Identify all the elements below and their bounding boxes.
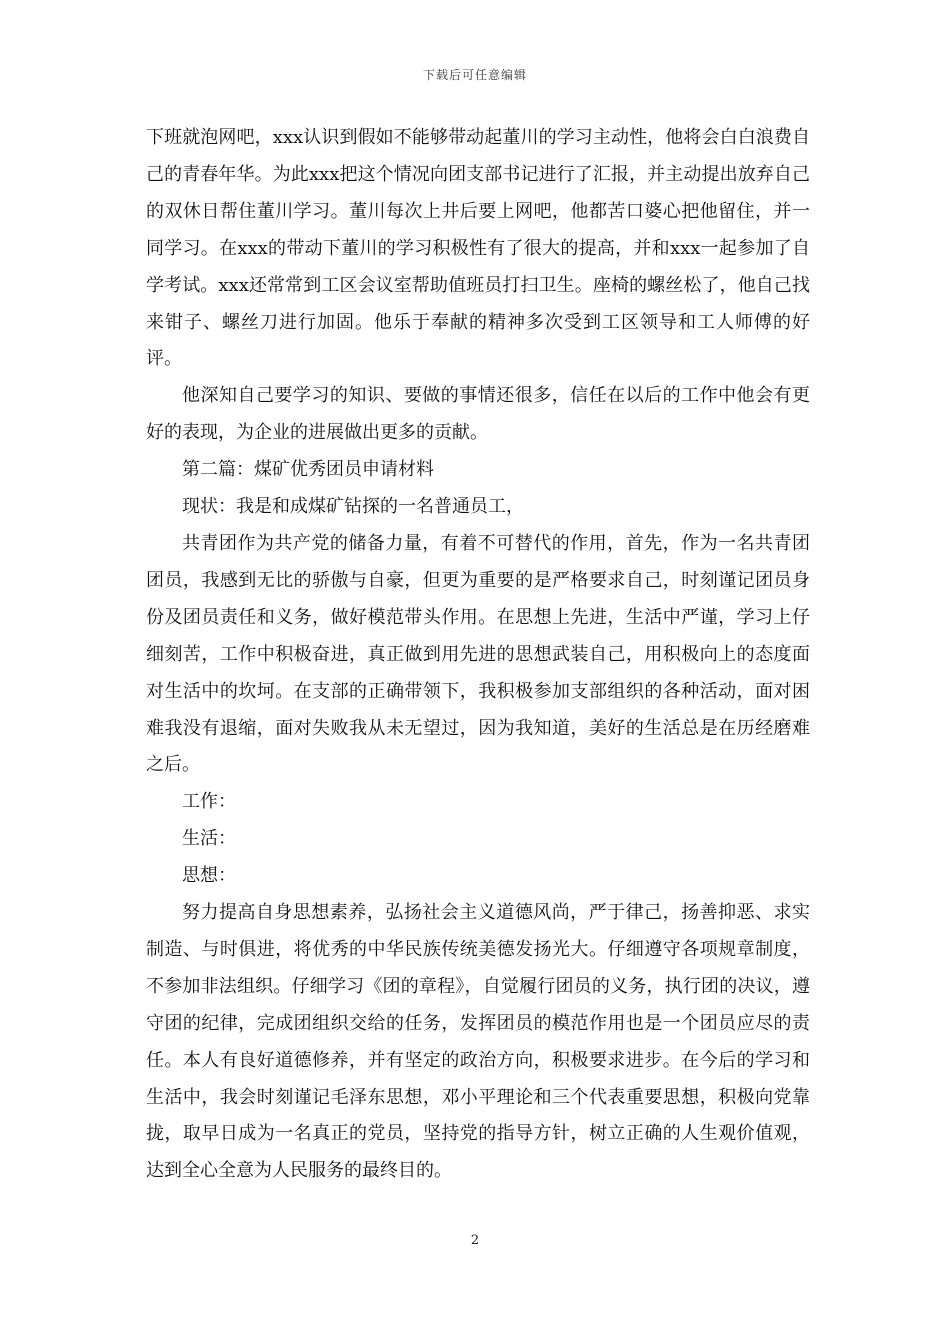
paragraph-status: 现状：我是和成煤矿钻探的一名普通员工， xyxy=(182,496,524,518)
label-life: 生活： xyxy=(182,828,236,850)
paragraph-continuation: 下班就泡网吧，xxx认识到假如不能够带动起董川的学习主动性，他将会白白浪费自己的青春年华。为此xxx把这个情况向团支部书记进行了汇报，并主动提出放弃自己的双休日帮住董川学习。董川每次上井后要上网吧，他都苦口婆心把他留住，并一同学习。在xxx的带动下董川的学习积极性有了很大的提高，并和xxx一起参加了自学考试。xxx还常常到工区会议室帮助值班员打扫卫生。座椅的螺丝松了，他自己找来钳子、螺丝刀进行加固。他乐于奉献的精神多次受到工区领导和工人师傅的好评。 xyxy=(146,127,810,370)
page-header: 下载后可任意编辑 xyxy=(422,68,527,82)
document-body xyxy=(146,120,810,1190)
label-thought: 思想： xyxy=(182,865,236,887)
label-work: 工作： xyxy=(182,791,236,813)
paragraph-league-intro: 共青团作为共产党的储备力量，有着不可替代的作用，首先，作为一名共青团团员，我感到无比的骄傲与自豪，但更为重要的是严格要求自己，时刻谨记团员身份及团员责任和义务，做好模范带头作用。在思想上先进，生活中严谨，学习上仔细刻苦，工作中积极奋进，真正做到用先进的思想武装自己，用积极向上的态度面对生活中的坎坷。在支部的正确带领下，我积极参加支部组织的各种活动，面对困难我没有退缩，面对失败我从未无望过，因为我知道，美好的生活总是在历经磨难之后。 xyxy=(146,532,810,776)
paragraph-thought-detail: 努力提高自身思想素养，弘扬社会主义道德风尚，严于律己，扬善抑恶、求实制造、与时俱进，将优秀的中华民族传统美德发扬光大。仔细遵守各项规章制度，不参加非法组织。仔细学习《团的章程》，自觉履行团员的义务，执行团的决议，遵守团的纪律，完成团组织交给的任务，发挥团员的模范作用也是一个团员应尽的责任。本人有良好道德修养，并有坚定的政治方向，积极要求进步。在今后的学习和生活中，我会时刻谨记毛泽东思想，邓小平理论和三个代表重要思想，积极向党靠拢，取早日成为一名真正的党员，坚持党的指导方针，树立正确的人生观价值观，达到全心全意为人民服务的最终目的。 xyxy=(146,902,810,1182)
section-heading: 第二篇：煤矿优秀团员申请材料 xyxy=(182,459,434,481)
paragraph-conclusion: 他深知自己要学习的知识、要做的事情还很多，信任在以后的工作中他会有更好的表现，为企业的进展做出更多的贡献。 xyxy=(146,385,810,444)
page-number: 2 xyxy=(470,1233,480,1248)
